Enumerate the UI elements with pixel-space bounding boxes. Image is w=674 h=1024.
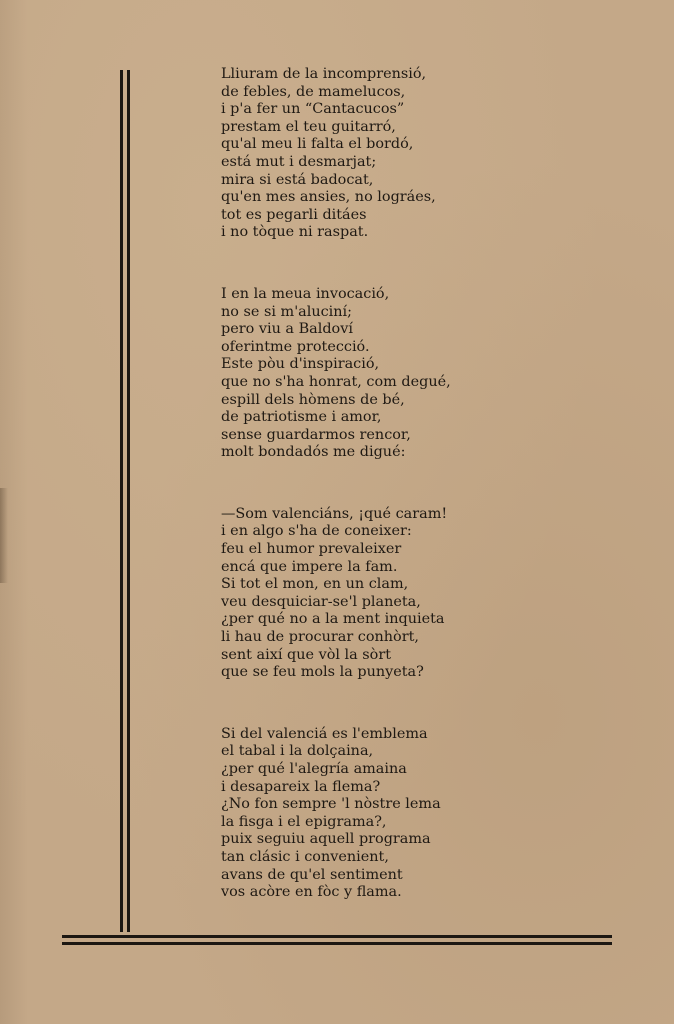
poem-line: ¿No fon sempre 'l nòstre lema xyxy=(221,796,441,813)
poem-line: ¿per qué l'alegría amaina xyxy=(221,761,407,777)
poem-line: i en algo s'ha de coneixer: xyxy=(221,523,412,540)
poem-line: no se si m'aluciní; xyxy=(221,303,352,320)
poem-line: qu'al meu li falta el bordó, xyxy=(221,136,414,153)
poem-line: mira si está badocat, xyxy=(221,171,374,188)
poem-text xyxy=(221,66,511,902)
stanza-3 xyxy=(221,506,511,682)
poem-line: tan clásic i convenient, xyxy=(221,848,389,865)
poem-line: li hau de procurar conhòrt, xyxy=(221,629,419,646)
poem-line: veu desquiciar-se'l planeta, xyxy=(221,593,421,610)
poem-line: ¿per qué no a la ment inquieta xyxy=(221,611,445,628)
poem-line: prestam el teu guitarró, xyxy=(221,118,396,135)
poem-line: pero viu a Baldoví xyxy=(221,321,353,338)
poem-line: de patriotisme i amor, xyxy=(221,409,382,426)
poem-line: —Som valenciáns, ¡qué caram! xyxy=(221,505,448,522)
poem-line: sent així que vòl la sòrt xyxy=(221,646,392,663)
poem-line: qu'en mes ansies, no lográes, xyxy=(221,189,436,206)
poem-line: tot es pegarli ditáes xyxy=(221,206,367,223)
poem-line: puix seguiu aquell programa xyxy=(221,831,431,848)
poem-line: está mut i desmarjat; xyxy=(221,153,377,170)
poem-line: oferintme protecció. xyxy=(221,338,370,355)
poem-line: Este pòu d'inspiració, xyxy=(221,356,380,373)
poem-line: Lliuram de la incomprensió, xyxy=(221,66,427,82)
poem-line: vos acòre en fòc y flama. xyxy=(221,884,402,901)
poem-line: Si tot el mon, en un clam, xyxy=(221,576,409,593)
stanza-1 xyxy=(221,66,511,242)
poem-line: de febles, de mamelucos, xyxy=(221,83,406,100)
poem-line: i p'a fer un “Cantacucos” xyxy=(221,101,405,118)
poem-line: I en la meua invocació, xyxy=(221,285,390,302)
poem-line: la fisga i el epigrama?, xyxy=(221,813,387,830)
poem-line: espill dels hòmens de bé, xyxy=(221,391,405,408)
horizontal-rule-bottom xyxy=(62,942,612,945)
poem-line: el tabal i la dolçaina, xyxy=(221,743,374,760)
vertical-rule-right xyxy=(127,70,130,932)
stanza-4 xyxy=(221,726,511,902)
poem-line: Si del valenciá es l'emblema xyxy=(221,725,428,742)
poem-line: i no tòque ni raspat. xyxy=(221,224,369,241)
vertical-rule-left xyxy=(120,70,123,932)
poem-line: molt bondadós me digué: xyxy=(221,444,406,461)
poem-line: i desapareix la flema? xyxy=(221,778,381,795)
poem-line: feu el humor prevaleixer xyxy=(221,541,402,558)
poem-line: que se feu mols la punyeta? xyxy=(221,664,424,681)
poem-line: que no s'ha honrat, com degué, xyxy=(221,373,451,390)
binding-edge-mark xyxy=(0,488,8,583)
stanza-2 xyxy=(221,286,511,462)
poem-line: encá que impere la fam. xyxy=(221,558,398,575)
horizontal-rule-top xyxy=(62,935,612,938)
poem-line: sense guardarmos rencor, xyxy=(221,426,411,443)
poem-line: avans de qu'el sentiment xyxy=(221,866,403,883)
